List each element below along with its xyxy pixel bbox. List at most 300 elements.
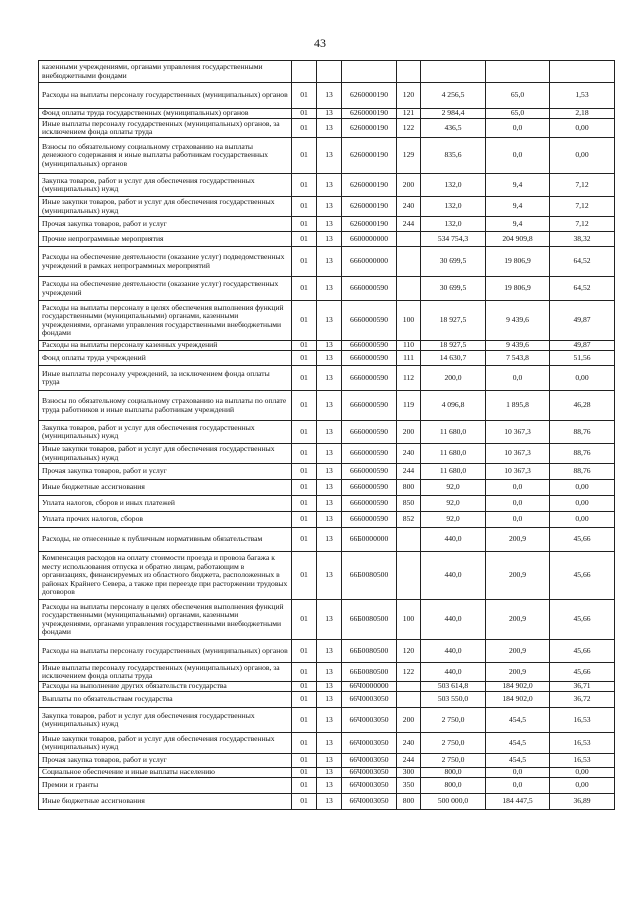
target-article-cell: 6660000590: [342, 464, 397, 480]
subsection-code-cell: 13: [317, 247, 342, 277]
subsection-code-cell: 13: [317, 351, 342, 366]
execution-percent-cell: 0,00: [550, 480, 615, 496]
expense-name-cell: Прочая закупка товаров, работ и услуг: [39, 217, 292, 232]
expense-type-cell: 240: [397, 444, 421, 464]
expense-type-cell: 850: [397, 496, 421, 512]
execution-percent-cell: 36,71: [550, 682, 615, 692]
subsection-code-cell: 13: [317, 778, 342, 794]
expense-name-cell: Расходы на выполнение других обязательств государства: [39, 682, 292, 692]
executed-amount-cell: 200,9: [486, 600, 550, 640]
subsection-code-cell: 13: [317, 682, 342, 692]
planned-amount-cell: 11 680,0: [421, 444, 486, 464]
executed-amount-cell: 200,9: [486, 663, 550, 682]
target-article-cell: 66Б0080500: [342, 663, 397, 682]
execution-percent-cell: 0,00: [550, 119, 615, 138]
table-row: [39, 421, 615, 444]
subsection-code-cell: 13: [317, 528, 342, 552]
executed-amount-cell: 184 447,5: [486, 794, 550, 810]
expense-type-cell: [397, 682, 421, 692]
target-article-cell: 66Ч0003050: [342, 794, 397, 810]
subsection-code-cell: 13: [317, 217, 342, 232]
expense-name-cell: Расходы на выплаты персоналу казенных учреждений: [39, 341, 292, 351]
planned-amount-cell: 92,0: [421, 496, 486, 512]
table-row: [39, 552, 615, 600]
target-article-cell: 6600000000: [342, 232, 397, 247]
table-row: [39, 794, 615, 810]
table-row: [39, 109, 615, 119]
target-article-cell: 6660000590: [342, 444, 397, 464]
target-article-cell: 6660000590: [342, 277, 397, 301]
subsection-code-cell: 13: [317, 663, 342, 682]
table-row: [39, 444, 615, 464]
section-code-cell: 01: [292, 109, 317, 119]
executed-amount-cell: 454,5: [486, 754, 550, 768]
execution-percent-cell: 0,00: [550, 138, 615, 174]
planned-amount-cell: 835,6: [421, 138, 486, 174]
planned-amount-cell: 132,0: [421, 197, 486, 217]
target-article-cell: 6660000590: [342, 351, 397, 366]
expense-type-cell: 244: [397, 754, 421, 768]
execution-percent-cell: 1,53: [550, 83, 615, 109]
executed-amount-cell: 0,0: [486, 512, 550, 528]
expense-name-cell: Иные выплаты персоналу государственных (муниципальных) органов, за исключением фонда оплаты труда: [39, 119, 292, 138]
section-code-cell: 01: [292, 464, 317, 480]
execution-percent-cell: 51,56: [550, 351, 615, 366]
table-row: [39, 247, 615, 277]
expense-name-cell: Расходы на выплаты персоналу государственных (муниципальных) органов: [39, 83, 292, 109]
execution-percent-cell: [550, 61, 615, 83]
target-article-cell: 66Б0000000: [342, 528, 397, 552]
table-row: [39, 391, 615, 421]
table-row: [39, 682, 615, 692]
executed-amount-cell: 7 543,8: [486, 351, 550, 366]
expense-type-cell: 240: [397, 733, 421, 754]
section-code-cell: 01: [292, 247, 317, 277]
subsection-code-cell: 13: [317, 692, 342, 708]
expense-name-cell: Уплата прочих налогов, сборов: [39, 512, 292, 528]
planned-amount-cell: 18 927,5: [421, 341, 486, 351]
planned-amount-cell: 436,5: [421, 119, 486, 138]
planned-amount-cell: 30 699,5: [421, 247, 486, 277]
subsection-code-cell: 13: [317, 301, 342, 341]
executed-amount-cell: 184 902,0: [486, 682, 550, 692]
execution-percent-cell: 45,66: [550, 552, 615, 600]
section-code-cell: 01: [292, 754, 317, 768]
target-article-cell: 6660000590: [342, 341, 397, 351]
planned-amount-cell: 2 750,0: [421, 708, 486, 733]
executed-amount-cell: 0,0: [486, 768, 550, 778]
execution-percent-cell: 16,53: [550, 754, 615, 768]
subsection-code-cell: [317, 61, 342, 83]
executed-amount-cell: 9 439,6: [486, 301, 550, 341]
table-row: [39, 480, 615, 496]
expense-type-cell: 852: [397, 512, 421, 528]
expense-name-cell: Фонд оплаты труда государственных (муниципальных) органов: [39, 109, 292, 119]
section-code-cell: [292, 61, 317, 83]
subsection-code-cell: 13: [317, 341, 342, 351]
expense-name-cell: Расходы, не отнесенные к публичным нормативным обязательствам: [39, 528, 292, 552]
section-code-cell: 01: [292, 682, 317, 692]
planned-amount-cell: 534 754,3: [421, 232, 486, 247]
table-row: [39, 83, 615, 109]
execution-percent-cell: 45,66: [550, 663, 615, 682]
section-code-cell: 01: [292, 444, 317, 464]
expense-name-cell: Уплата налогов, сборов и иных платежей: [39, 496, 292, 512]
subsection-code-cell: 13: [317, 109, 342, 119]
execution-percent-cell: 0,00: [550, 778, 615, 794]
target-article-cell: 6260000190: [342, 217, 397, 232]
executed-amount-cell: 10 367,3: [486, 421, 550, 444]
table-row: [39, 174, 615, 197]
table-row: [39, 512, 615, 528]
executed-amount-cell: 0,0: [486, 366, 550, 391]
expense-name-cell: Расходы на выплаты персоналу государственных (муниципальных) органов: [39, 640, 292, 663]
subsection-code-cell: 13: [317, 552, 342, 600]
subsection-code-cell: 13: [317, 277, 342, 301]
expense-type-cell: 120: [397, 83, 421, 109]
planned-amount-cell: 503 614,8: [421, 682, 486, 692]
section-code-cell: 01: [292, 794, 317, 810]
planned-amount-cell: [421, 61, 486, 83]
expense-type-cell: 200: [397, 174, 421, 197]
target-article-cell: 66Ч0003050: [342, 754, 397, 768]
section-code-cell: 01: [292, 301, 317, 341]
target-article-cell: 6660000590: [342, 512, 397, 528]
expense-name-cell: Иные закупки товаров, работ и услуг для обеспечения государственных (муниципальных) нужд: [39, 197, 292, 217]
executed-amount-cell: 0,0: [486, 778, 550, 794]
target-article-cell: 6660000590: [342, 301, 397, 341]
planned-amount-cell: 11 680,0: [421, 464, 486, 480]
subsection-code-cell: 13: [317, 391, 342, 421]
subsection-code-cell: 13: [317, 444, 342, 464]
section-code-cell: 01: [292, 480, 317, 496]
expense-type-cell: 119: [397, 391, 421, 421]
section-code-cell: 01: [292, 391, 317, 421]
target-article-cell: 66Ч0000000: [342, 682, 397, 692]
expense-name-cell: Расходы на обеспечение деятельности (оказание услуг) государственных учреждений: [39, 277, 292, 301]
target-article-cell: 66Ч0003050: [342, 778, 397, 794]
expense-name-cell: Иные выплаты персоналу государственных (муниципальных) органов, за исключением фонда оплаты труда: [39, 663, 292, 682]
section-code-cell: 01: [292, 663, 317, 682]
subsection-code-cell: 13: [317, 197, 342, 217]
table-row: [39, 464, 615, 480]
planned-amount-cell: 2 750,0: [421, 754, 486, 768]
section-code-cell: 01: [292, 277, 317, 301]
table-row: [39, 301, 615, 341]
planned-amount-cell: 440,0: [421, 552, 486, 600]
execution-percent-cell: 0,00: [550, 496, 615, 512]
subsection-code-cell: 13: [317, 640, 342, 663]
executed-amount-cell: 0,0: [486, 480, 550, 496]
section-code-cell: 01: [292, 512, 317, 528]
section-code-cell: 01: [292, 733, 317, 754]
target-article-cell: 6260000190: [342, 197, 397, 217]
execution-percent-cell: 45,66: [550, 600, 615, 640]
expense-type-cell: [397, 61, 421, 83]
expense-type-cell: 112: [397, 366, 421, 391]
target-article-cell: 66Ч0003050: [342, 768, 397, 778]
execution-percent-cell: 64,52: [550, 247, 615, 277]
expense-type-cell: 800: [397, 794, 421, 810]
subsection-code-cell: 13: [317, 421, 342, 444]
target-article-cell: 6660000000: [342, 247, 397, 277]
expense-name-cell: Закупка товаров, работ и услуг для обеспечения государственных (муниципальных) нужд: [39, 174, 292, 197]
table-row: [39, 61, 615, 83]
target-article-cell: 66Ч0003050: [342, 692, 397, 708]
section-code-cell: 01: [292, 119, 317, 138]
planned-amount-cell: 92,0: [421, 512, 486, 528]
section-code-cell: 01: [292, 600, 317, 640]
subsection-code-cell: 13: [317, 138, 342, 174]
planned-amount-cell: 30 699,5: [421, 277, 486, 301]
executed-amount-cell: 19 806,9: [486, 247, 550, 277]
subsection-code-cell: 13: [317, 119, 342, 138]
section-code-cell: 01: [292, 232, 317, 247]
executed-amount-cell: 9,4: [486, 197, 550, 217]
subsection-code-cell: 13: [317, 754, 342, 768]
execution-percent-cell: 0,00: [550, 512, 615, 528]
expense-type-cell: 244: [397, 464, 421, 480]
execution-percent-cell: 7,12: [550, 217, 615, 232]
planned-amount-cell: 18 927,5: [421, 301, 486, 341]
executed-amount-cell: 65,0: [486, 109, 550, 119]
subsection-code-cell: 13: [317, 464, 342, 480]
section-code-cell: 01: [292, 778, 317, 794]
expense-type-cell: 800: [397, 480, 421, 496]
planned-amount-cell: 440,0: [421, 528, 486, 552]
execution-percent-cell: 7,12: [550, 197, 615, 217]
execution-percent-cell: 45,66: [550, 640, 615, 663]
planned-amount-cell: 440,0: [421, 640, 486, 663]
target-article-cell: 66Б0080500: [342, 640, 397, 663]
expense-type-cell: 200: [397, 708, 421, 733]
executed-amount-cell: 9,4: [486, 217, 550, 232]
target-article-cell: 6660000590: [342, 391, 397, 421]
executed-amount-cell: 0,0: [486, 138, 550, 174]
expense-name-cell: Расходы на выплаты персоналу в целях обеспечения выполнения функций государственными (муниципальными) органами, казенными учреждениями, органами управления государственными внебюджетными фондами: [39, 600, 292, 640]
expense-type-cell: 350: [397, 778, 421, 794]
execution-percent-cell: 0,00: [550, 768, 615, 778]
section-code-cell: 01: [292, 138, 317, 174]
section-code-cell: 01: [292, 217, 317, 232]
target-article-cell: 6660000590: [342, 366, 397, 391]
expense-type-cell: 121: [397, 109, 421, 119]
expense-name-cell: Прочая закупка товаров, работ и услуг: [39, 464, 292, 480]
table-row: [39, 366, 615, 391]
expense-name-cell: Выплаты по обязательствам государства: [39, 692, 292, 708]
target-article-cell: 6260000190: [342, 109, 397, 119]
planned-amount-cell: 800,0: [421, 768, 486, 778]
table-row: [39, 600, 615, 640]
expense-type-cell: 111: [397, 351, 421, 366]
table-row: [39, 768, 615, 778]
target-article-cell: 6260000190: [342, 119, 397, 138]
table-row: [39, 733, 615, 754]
subsection-code-cell: 13: [317, 232, 342, 247]
expense-type-cell: 122: [397, 119, 421, 138]
section-code-cell: 01: [292, 366, 317, 391]
execution-percent-cell: 16,53: [550, 733, 615, 754]
expense-name-cell: Социальное обеспечение и иные выплаты населению: [39, 768, 292, 778]
planned-amount-cell: 11 680,0: [421, 421, 486, 444]
section-code-cell: 01: [292, 528, 317, 552]
target-article-cell: 6260000190: [342, 83, 397, 109]
table-row: [39, 640, 615, 663]
expense-name-cell: Взносы по обязательному социальному страхованию на выплаты по оплате труда работников и иные выплаты работникам учреждений: [39, 391, 292, 421]
subsection-code-cell: 13: [317, 512, 342, 528]
execution-percent-cell: 7,12: [550, 174, 615, 197]
expense-type-cell: [397, 277, 421, 301]
section-code-cell: 01: [292, 768, 317, 778]
expense-name-cell: Иные закупки товаров, работ и услуг для обеспечения государственных (муниципальных) нужд: [39, 444, 292, 464]
expense-name-cell: Фонд оплаты труда учреждений: [39, 351, 292, 366]
expense-name-cell: казенными учреждениями, органами управления государственными внебюджетными фондами: [39, 61, 292, 83]
section-code-cell: 01: [292, 341, 317, 351]
table-row: [39, 778, 615, 794]
executed-amount-cell: 454,5: [486, 733, 550, 754]
section-code-cell: 01: [292, 552, 317, 600]
expense-name-cell: Иные бюджетные ассигнования: [39, 794, 292, 810]
execution-percent-cell: 2,18: [550, 109, 615, 119]
planned-amount-cell: 4 096,8: [421, 391, 486, 421]
expense-type-cell: 129: [397, 138, 421, 174]
expense-name-cell: Закупка товаров, работ и услуг для обеспечения государственных (муниципальных) нужд: [39, 708, 292, 733]
subsection-code-cell: 13: [317, 496, 342, 512]
target-article-cell: 66Б0080500: [342, 600, 397, 640]
table-row: [39, 341, 615, 351]
expense-type-cell: [397, 247, 421, 277]
expense-type-cell: [397, 232, 421, 247]
section-code-cell: 01: [292, 496, 317, 512]
executed-amount-cell: 9 439,6: [486, 341, 550, 351]
planned-amount-cell: 132,0: [421, 217, 486, 232]
executed-amount-cell: 1 895,8: [486, 391, 550, 421]
planned-amount-cell: 200,0: [421, 366, 486, 391]
planned-amount-cell: 2 984,4: [421, 109, 486, 119]
executed-amount-cell: 0,0: [486, 119, 550, 138]
planned-amount-cell: 132,0: [421, 174, 486, 197]
execution-percent-cell: 36,72: [550, 692, 615, 708]
executed-amount-cell: 200,9: [486, 640, 550, 663]
execution-percent-cell: 36,89: [550, 794, 615, 810]
target-article-cell: 6260000190: [342, 174, 397, 197]
section-code-cell: 01: [292, 708, 317, 733]
table-row: [39, 232, 615, 247]
section-code-cell: 01: [292, 197, 317, 217]
page-number: 43: [314, 36, 326, 50]
planned-amount-cell: 14 630,7: [421, 351, 486, 366]
expense-type-cell: 200: [397, 421, 421, 444]
executed-amount-cell: 19 806,9: [486, 277, 550, 301]
execution-percent-cell: 49,87: [550, 301, 615, 341]
table-row: [39, 197, 615, 217]
table-row: [39, 496, 615, 512]
executed-amount-cell: 10 367,3: [486, 464, 550, 480]
subsection-code-cell: 13: [317, 83, 342, 109]
expense-name-cell: Взносы по обязательному социальному страхованию на выплаты денежного содержания и иные выплаты работникам государственных (муниципальных) органов: [39, 138, 292, 174]
execution-percent-cell: 0,00: [550, 366, 615, 391]
execution-percent-cell: 45,66: [550, 528, 615, 552]
table-row: [39, 351, 615, 366]
execution-percent-cell: 88,76: [550, 444, 615, 464]
target-article-cell: [342, 61, 397, 83]
expense-type-cell: 100: [397, 301, 421, 341]
planned-amount-cell: 92,0: [421, 480, 486, 496]
executed-amount-cell: 65,0: [486, 83, 550, 109]
target-article-cell: 66Ч0003050: [342, 708, 397, 733]
section-code-cell: 01: [292, 692, 317, 708]
subsection-code-cell: 13: [317, 768, 342, 778]
expense-name-cell: Иные закупки товаров, работ и услуг для обеспечения государственных (муниципальных) нужд: [39, 733, 292, 754]
target-article-cell: 66Б0080500: [342, 552, 397, 600]
table-row: [39, 528, 615, 552]
target-article-cell: 6260000190: [342, 138, 397, 174]
execution-percent-cell: 64,52: [550, 277, 615, 301]
section-code-cell: 01: [292, 83, 317, 109]
table-row: [39, 277, 615, 301]
executed-amount-cell: [486, 61, 550, 83]
table-row: [39, 217, 615, 232]
executed-amount-cell: 10 367,3: [486, 444, 550, 464]
expense-type-cell: 120: [397, 640, 421, 663]
expense-type-cell: 122: [397, 663, 421, 682]
planned-amount-cell: 4 256,5: [421, 83, 486, 109]
executed-amount-cell: 204 909,8: [486, 232, 550, 247]
executed-amount-cell: 454,5: [486, 708, 550, 733]
expense-name-cell: Расходы на выплаты персоналу в целях обеспечения выполнения функций государственными (муниципальными) органами, казенными учреждениями, органами управления государственными внебюджетными фондами: [39, 301, 292, 341]
expense-name-cell: Закупка товаров, работ и услуг для обеспечения государственных (муниципальных) нужд: [39, 421, 292, 444]
subsection-code-cell: 13: [317, 708, 342, 733]
table-row: [39, 692, 615, 708]
subsection-code-cell: 13: [317, 794, 342, 810]
executed-amount-cell: 200,9: [486, 528, 550, 552]
planned-amount-cell: 500 000,0: [421, 794, 486, 810]
table-row: [39, 754, 615, 768]
section-code-cell: 01: [292, 640, 317, 663]
budget-execution-table: [38, 60, 615, 810]
executed-amount-cell: 184 902,0: [486, 692, 550, 708]
expense-name-cell: Компенсация расходов на оплату стоимости проезда и провоза багажа к месту использования отпуска и обратно лицам, работающим в организациях, финансируемых из областного бюджета, расположенных в районах Крайнего Севера, а также при переезде при расторжении трудовых договоров: [39, 552, 292, 600]
subsection-code-cell: 13: [317, 480, 342, 496]
planned-amount-cell: 503 550,0: [421, 692, 486, 708]
planned-amount-cell: 2 750,0: [421, 733, 486, 754]
table-row: [39, 708, 615, 733]
execution-percent-cell: 88,76: [550, 464, 615, 480]
target-article-cell: 6660000590: [342, 496, 397, 512]
planned-amount-cell: 800,0: [421, 778, 486, 794]
target-article-cell: 6660000590: [342, 480, 397, 496]
expense-type-cell: 244: [397, 217, 421, 232]
section-code-cell: 01: [292, 351, 317, 366]
subsection-code-cell: 13: [317, 366, 342, 391]
expense-type-cell: 100: [397, 600, 421, 640]
expense-type-cell: 240: [397, 197, 421, 217]
table-row: [39, 663, 615, 682]
expense-name-cell: Прочая закупка товаров, работ и услуг: [39, 754, 292, 768]
expense-name-cell: Прочие непрограммные мероприятия: [39, 232, 292, 247]
section-code-cell: 01: [292, 174, 317, 197]
table-body: [39, 61, 615, 810]
execution-percent-cell: 16,53: [550, 708, 615, 733]
subsection-code-cell: 13: [317, 733, 342, 754]
expense-type-cell: 110: [397, 341, 421, 351]
expense-type-cell: 300: [397, 768, 421, 778]
table-row: [39, 119, 615, 138]
planned-amount-cell: 440,0: [421, 663, 486, 682]
executed-amount-cell: 200,9: [486, 552, 550, 600]
executed-amount-cell: 0,0: [486, 496, 550, 512]
expense-name-cell: Иные выплаты персоналу учреждений, за исключением фонда оплаты труда: [39, 366, 292, 391]
